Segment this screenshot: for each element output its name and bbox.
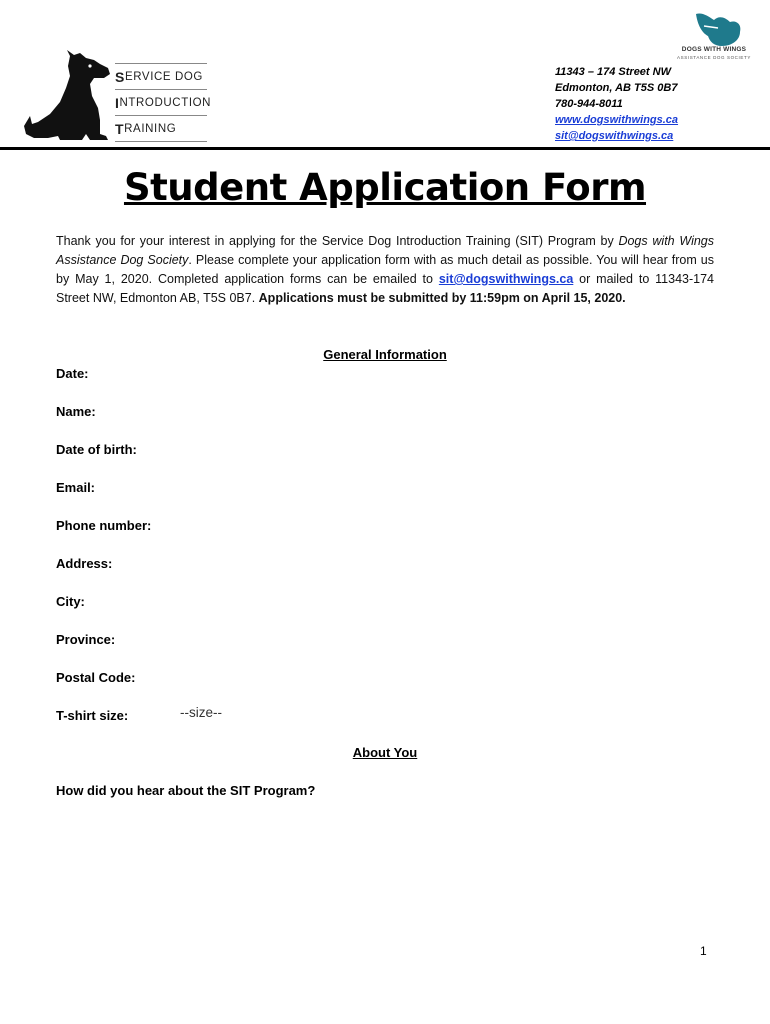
- tshirt-size-label: T-shirt size:: [56, 708, 129, 723]
- program-line-service-dog: S ERVICE DOG: [115, 63, 207, 89]
- page-number: 1: [700, 944, 707, 958]
- page-title: Student Application Form: [123, 166, 647, 209]
- intro-text-1: Thank you for your interest in applying for the Service Dog Introduction Training (SIT) Program by: [56, 234, 619, 248]
- org-logo-subtitle: ASSISTANCE DOG SOCIETY: [677, 55, 751, 60]
- general-info-heading: General Information: [323, 347, 447, 362]
- intro-paragraph: [56, 232, 714, 308]
- intro-text-3: or mailed to 11343-174 Street NW, Edmonton AB, T5S 0B7.: [56, 272, 715, 305]
- dob-label: Date of birth:: [56, 442, 137, 457]
- contact-phone: 780-944-8011: [555, 98, 623, 110]
- program-name-lines: [115, 63, 212, 142]
- province-label: Province:: [56, 632, 116, 647]
- intro-email-link[interactable]: sit@dogswithwings.ca: [438, 272, 574, 286]
- contact-block: [555, 64, 678, 144]
- intro-org-name: Dogs with Wings Assistance Dog Society: [56, 234, 714, 267]
- email-label: Email:: [56, 480, 96, 495]
- program-line-training: T RAINING: [115, 115, 207, 142]
- org-logo-name: DOGS WITH WINGS: [681, 46, 747, 53]
- about-you-heading: About You: [352, 745, 418, 760]
- hear-about-question: How did you hear about the SIT Program?: [56, 783, 316, 798]
- address-label: Address:: [56, 556, 113, 571]
- date-label: Date:: [56, 366, 89, 381]
- header-divider: [0, 147, 770, 150]
- phone-label: Phone number:: [56, 518, 152, 533]
- contact-email-link[interactable]: sit@dogswithwings.ca: [555, 130, 674, 142]
- service-dog-logo-icon: [20, 50, 116, 144]
- name-label: Name:: [56, 404, 96, 419]
- contact-city: Edmonton, AB T5S 0B7: [555, 82, 678, 94]
- tshirt-size-select[interactable]: --size--: [180, 705, 222, 720]
- contact-street: 11343 – 174 Street NW: [555, 66, 671, 78]
- website-link[interactable]: www.dogswithwings.ca: [555, 114, 679, 126]
- postal-code-label: Postal Code:: [56, 670, 136, 685]
- program-line-introduction: I NTRODUCTION: [115, 89, 207, 115]
- intro-deadline: Applications must be submitted by 11:59pm on April 15, 2020.: [258, 291, 626, 305]
- city-label: City:: [56, 594, 85, 609]
- intro-text-2: . Please complete your application form with as much detail as possible. You will hear from us by May 1, 2020. Completed application forms can be emailed to: [56, 253, 714, 286]
